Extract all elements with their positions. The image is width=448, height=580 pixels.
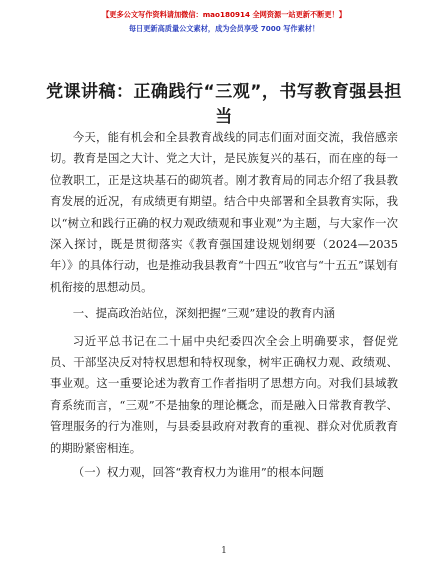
promo-line-wechat: 【更多公文写作资料请加微信：mao180914 全网资源一站更新不断更！】 (102, 10, 346, 19)
page-number: 1 (221, 546, 227, 556)
subsection-heading: （一）权力观，回答“教育权力为谁用”的根本问题 (72, 465, 324, 480)
promo-line-membership: 每日更新高质量公文素材，成为会员享受 7000 写作素材！ (128, 24, 320, 33)
document-title: 党课讲稿：正确践行“三观”，书写教育强县担当 (46, 82, 402, 127)
body-paragraph: 习近平总书记在二十届中央纪委四次全会上明确要求，督促党员、干部坚决反对特权思想和特权现象，树牢正确权力观、政绩观、事业观。这一重要论述为教育工作者指明了思想方向。对我们县域教育系统而言，“三观”不是抽象的理论概念，而是融入日常教育教学、管理服务的行为准则，与县委县政府对教育的重视、群众对优质教育的期盼紧密相连。 (50, 333, 398, 455)
document-body (50, 127, 398, 484)
body-paragraph: 今天，能有机会和全县教育战线的同志们面对面交流，我倍感亲切。教育是国之大计、党之大计，是民族复兴的基石，而在座的每一位教职工，正是这块基石的砌筑者。刚才教育局的同志介绍了我县教育发展的近况，有成绩更有期望。结合中央部署和全县教育实际，我以“树立和践行正确的权力观政绩观和事业观”为主题，与大家作一次深入探讨，既是贯彻落实《教育强国建设规划纲要（2024—2035 年）》的具体行动，也是推动我县教育“十四五”收官与“十五五”谋划有机衔接的思想动员。 (50, 130, 398, 294)
promo-banner (0, 8, 448, 36)
section-heading: 一、提高政治站位，深刻把握“三观”建设的教育内涵 (72, 306, 336, 321)
